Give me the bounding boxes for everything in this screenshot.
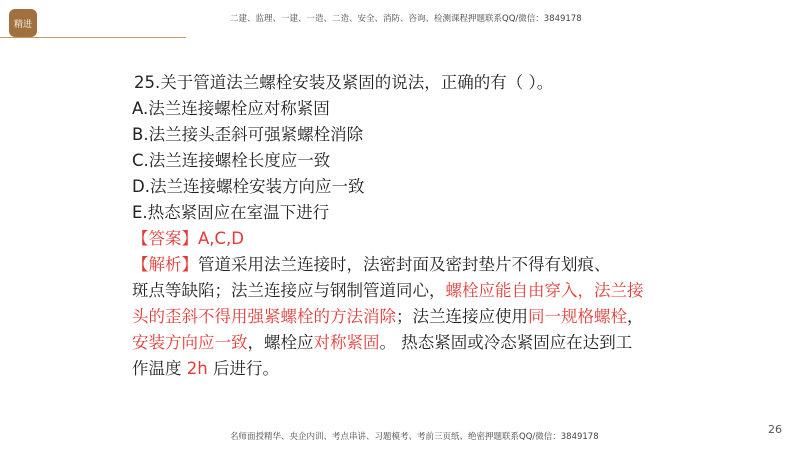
explanation-highlight: 头的歪斜不得用强紧螺栓的方法消除 [132,307,396,326]
explanation-line-4 [132,330,662,356]
explanation [132,252,662,382]
option-b: B.法兰接头歪斜可强紧螺栓消除 [132,125,364,144]
explanation-line-1 [132,252,662,278]
footer-promo-text: 名师面授精华、央企内训、考点串讲、习题模考、考前三页纸、绝密押题联系QQ/微信：3849178 [230,432,599,442]
option-c: C.法兰连接螺栓长度应一致 [132,151,331,170]
page-number: 26 [768,423,782,436]
explanation-highlight: 螺栓应能自由穿入，法兰接 [445,281,644,300]
header-promo-text: 二建、监理、一建、一造、二造、安全、消防、咨询、检测课程押题联系QQ/微信：3849178 [230,14,582,24]
explanation-line-2 [132,278,662,304]
explanation-text: 斑点等缺陷；法兰连接应与钢制管道同心， [132,281,446,300]
brand-logo-text: 精进 [13,19,32,30]
explanation-highlight: 同一规格螺栓 [528,307,627,326]
answer-value: A,C,D [198,229,245,248]
explanation-line-5 [132,356,662,382]
explanation-text: ；法兰连接应使用 [396,307,528,326]
explanation-text: ， [627,307,644,326]
option-e: E.热态紧固应在室温下进行 [132,203,330,222]
explanation-highlight: 对称紧固 [313,333,380,352]
explanation-text: 后进行。 [207,359,279,378]
explanation-label: 【解析】 [132,255,198,274]
explanation-line-3 [132,304,662,330]
explanation-text: 。 热态紧固或冷态紧固应在达到工 [379,333,633,352]
question-block [132,70,662,382]
explanation-highlight: 2h [186,359,208,378]
explanation-text: 管道采用法兰连接时，法密封面及密封垫片不得有划痕、 [198,255,611,274]
explanation-text: 作温度 [132,359,187,378]
option-a: A.法兰连接螺栓应对称紧固 [132,99,330,118]
header-divider [0,37,186,38]
question-title: 25.关于管道法兰螺栓安装及紧固的说法，正确的有（ ）。 [134,73,554,92]
option-d: D.法兰连接螺栓安装方向应一致 [132,177,365,196]
explanation-highlight: 安装方向应一致 [132,333,248,352]
explanation-text: ，螺栓应 [247,333,314,352]
answer-label: 【答案】 [132,229,198,248]
answer-row [132,226,662,252]
brand-logo [9,9,37,37]
